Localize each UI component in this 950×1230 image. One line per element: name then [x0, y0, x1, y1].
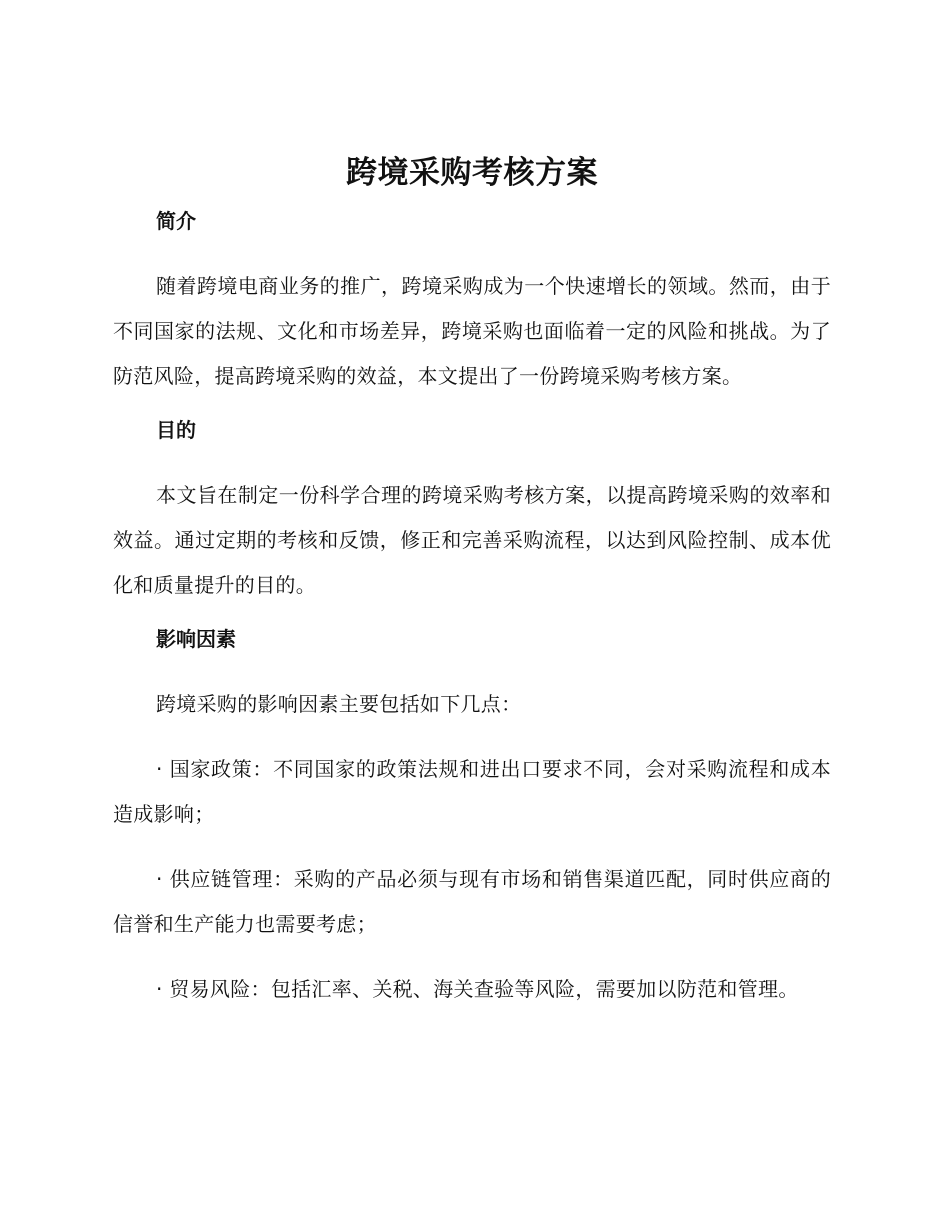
section-heading-intro: 简介	[156, 209, 196, 233]
factor-item-supply-chain: · 供应链管理：采购的产品必须与现有市场和销售渠道匹配，同时供应商的信誉和生产能力也需要考虑；	[113, 867, 831, 936]
factor-item-policy: · 国家政策：不同国家的政策法规和进出口要求不同，会对采购流程和成本造成影响；	[113, 757, 831, 826]
section-heading-purpose: 目的	[156, 418, 196, 442]
intro-paragraph: 随着跨境电商业务的推广，跨境采购成为一个快速增长的领域。然而，由于不同国家的法规、文化和市场差异，跨境采购也面临着一定的风险和挑战。为了防范风险，提高跨境采购的效益，本文提出了一份跨境采购考核方案。	[113, 274, 831, 388]
section-heading-factors: 影响因素	[156, 627, 236, 651]
factor-item-trade-risk: · 贸易风险：包括汇率、关税、海关查验等风险，需要加以防范和管理。	[156, 977, 799, 1001]
document-title: 跨境采购考核方案	[346, 155, 598, 191]
purpose-paragraph: 本文旨在制定一份科学合理的跨境采购考核方案，以提高跨境采购的效率和效益。通过定期的考核和反馈，修正和完善采购流程，以达到风险控制、成本优化和质量提升的目的。	[113, 483, 831, 597]
factors-intro-paragraph: 跨境采购的影响因素主要包括如下几点：	[156, 692, 522, 716]
document-body	[113, 150, 831, 1012]
